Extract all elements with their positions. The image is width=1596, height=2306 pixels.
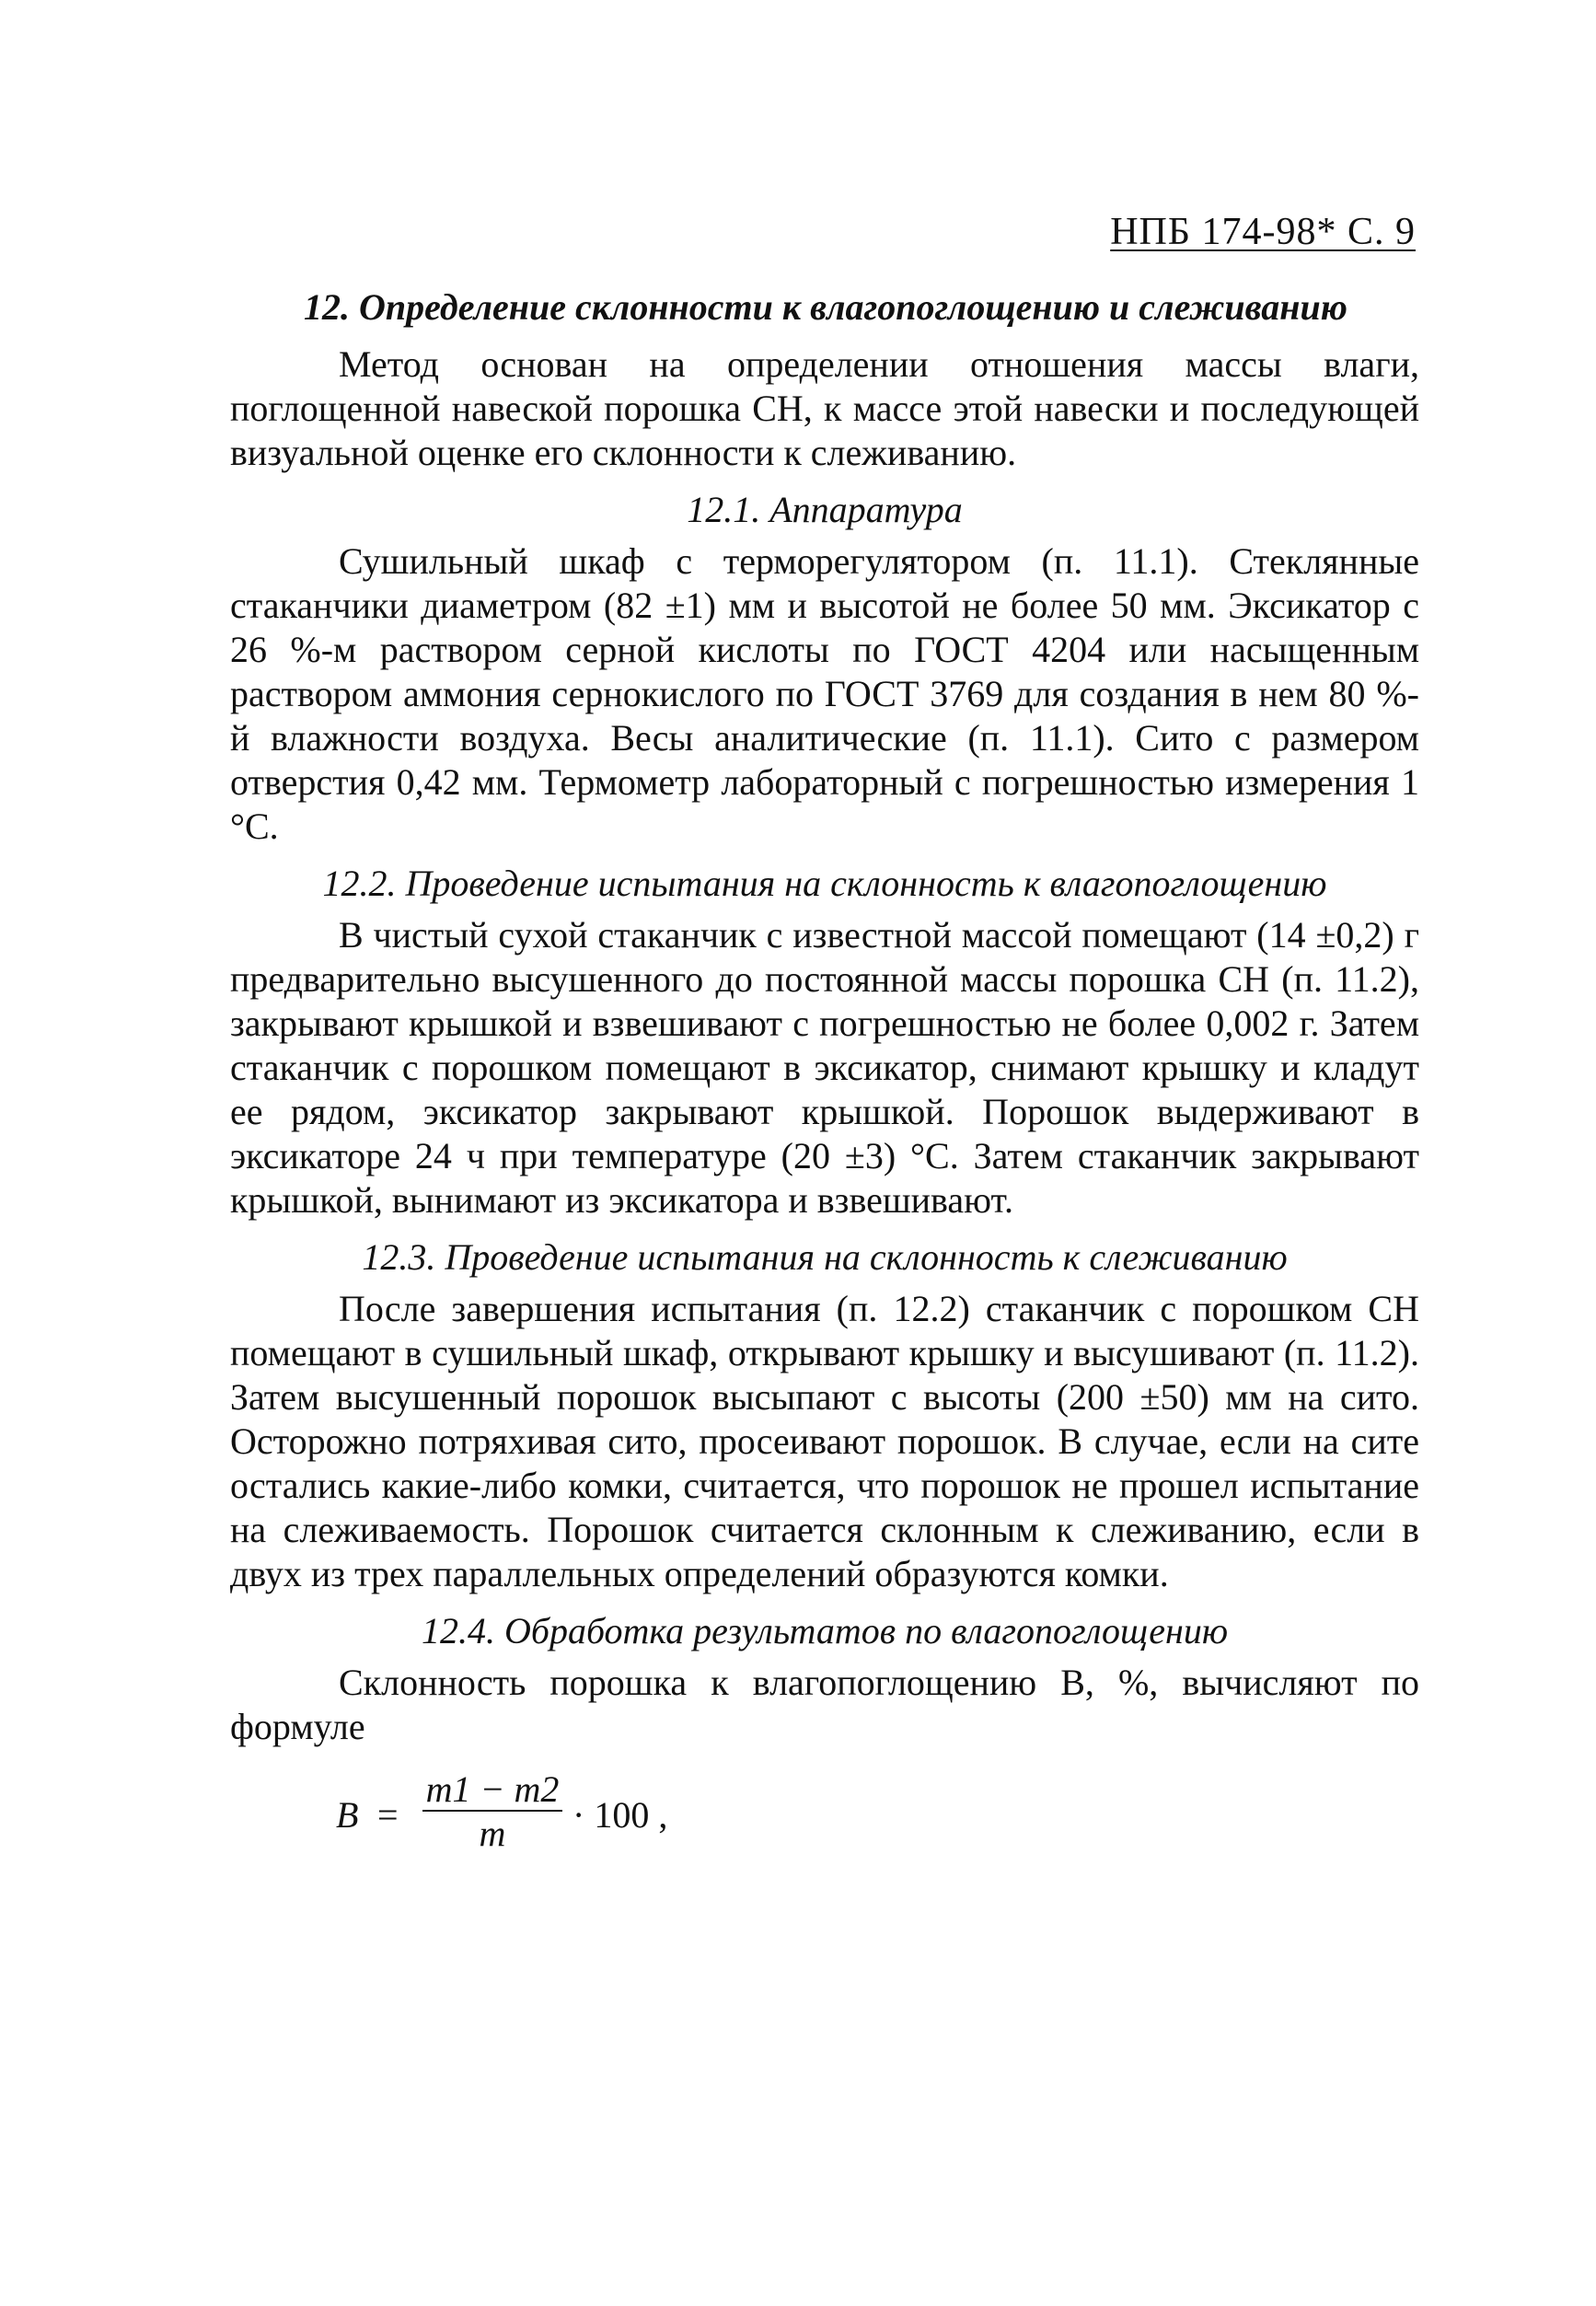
formula-lhs: B <box>336 1794 359 1836</box>
formula-numerator: m1 − m2 <box>425 1768 560 1810</box>
formula-multiplier: · 100 , <box>572 1794 668 1836</box>
formula-denominator: m <box>479 1813 506 1854</box>
formula-equals: = <box>377 1794 399 1836</box>
section-12-1-text: Сушильный шкаф с терморегулятором (п. 11.1). Стеклянные стаканчики диаметром (82 ±1) мм и высотой не более 50 мм. Эксикатор с 26 %-м раствором серной кислоты по ГОСТ 4204 или насыщенным раствором аммония сернокислого по ГОСТ 3769 для создания в нем 80 %-й влажности воздуха. Весы аналитические (п. 11.1). Сито с размером отверстия 0,42 мм. Термометр лабораторный с погрешностью измерения 1 °С. <box>230 540 1419 847</box>
section-12-2-title: 12.2. Проведение испытания на склонность к влагопоглощению <box>322 863 1327 904</box>
section-12-4-title: 12.4. Обработка результатов по влагопоглощению <box>421 1610 1229 1651</box>
section-12-1-title: 12.1. Аппаратура <box>687 489 963 530</box>
document-body <box>230 285 1419 1880</box>
section-12-4-text: Склонность порошка к влагопоглощению B, %, вычисляют по формуле <box>230 1662 1419 1747</box>
formula-fraction <box>419 1769 566 1856</box>
section-12-3-title: 12.3. Проведение испытания на склонность к слеживанию <box>362 1236 1288 1278</box>
section-12-intro: Метод основан на определении отношения массы влаги, поглощенной навеской порошка СН, к массе этой навески и последующей визуальной оценке его склонности к слеживанию. <box>230 343 1419 473</box>
section-12-title: 12. Определение склонности к влагопоглощению и слеживанию <box>304 286 1347 328</box>
moisture-formula <box>230 1769 1419 1880</box>
section-12-3-text: После завершения испытания (п. 12.2) стаканчик с порошком СН помещают в сушильный шкаф, открывают крышку и высушивают (п. 11.2). Затем высушенный порошок высыпают с высоты (200 ±50) мм на сито. Осторожно потряхивая сито, просеивают порошок. В случае, если на сите остались какие-либо комки, считается, что порошок не прошел испытание на слеживаемость. Порошок считается склонным к слеживанию, если в двух из трех параллельных определений образуются комки. <box>230 1288 1419 1594</box>
section-12-2-text: В чистый сухой стаканчик с известной массой помещают (14 ±0,2) г предварительно высушенного до постоянной массы порошка СН (п. 11.2), закрывают крышкой и взвешивают с погрешностью не более 0,002 г. Затем стаканчик с порошком помещают в эксикатор, снимают крышку и кладут ее рядом, эксикатор закрывают крышкой. Порошок выдерживают в эксикаторе 24 ч при температуре (20 ±3) °С. Затем стаканчик закрывают крышкой, вынимают из эксикатора и взвешивают. <box>230 914 1419 1221</box>
document-reference: НПБ 174-98* С. 9 <box>1110 211 1416 253</box>
